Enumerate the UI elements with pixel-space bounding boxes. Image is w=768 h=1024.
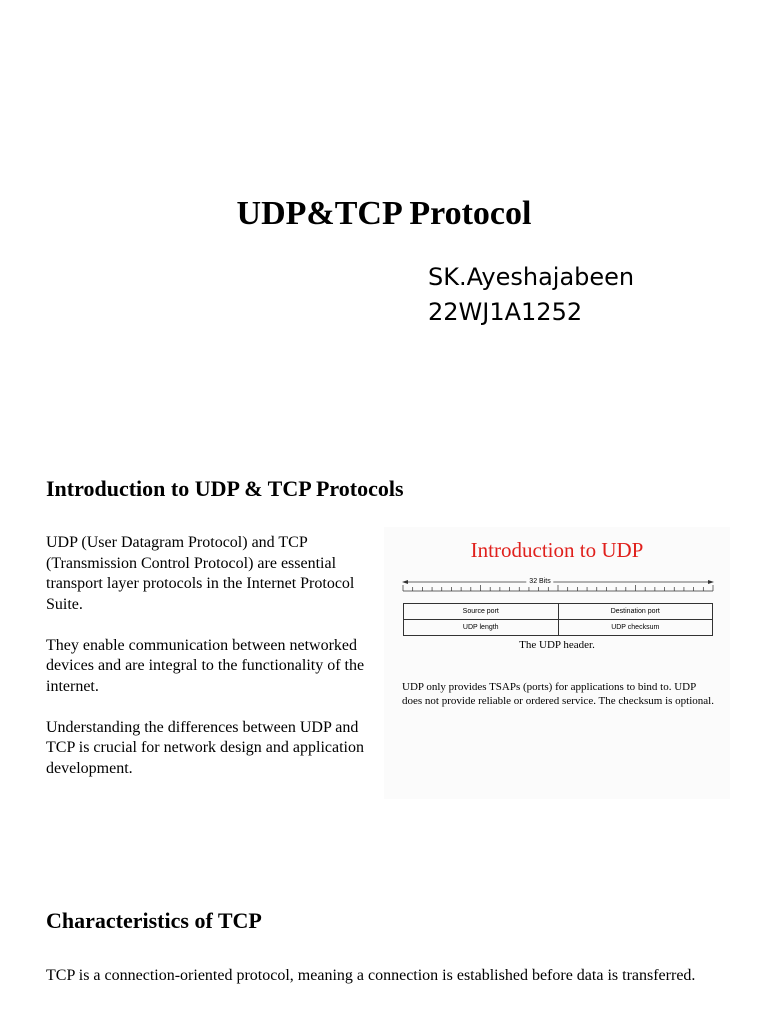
- intro-heading: Introduction to UDP & TCP Protocols: [46, 476, 404, 501]
- page-title: UDP&TCP Protocol: [236, 195, 532, 232]
- tcp-heading: Characteristics of TCP: [46, 908, 262, 933]
- bits-ruler: [402, 575, 714, 599]
- destination-port-cell: Destination port: [558, 604, 713, 620]
- udp-header-caption: The UDP header.: [519, 639, 595, 651]
- bits-label: 32 Bits: [526, 577, 553, 586]
- author-name: SK.Ayeshajabeen: [428, 263, 635, 291]
- tcp-paragraph: TCP is a connection-oriented protocol, meaning a connection is established before data is transferred.: [46, 967, 696, 984]
- author-block: [428, 260, 634, 330]
- udp-length-cell: UDP length: [404, 620, 559, 636]
- udp-checksum-cell: UDP checksum: [558, 620, 713, 636]
- source-port-cell: Source port: [404, 604, 559, 620]
- udp-slide-title: Introduction to UDP: [470, 538, 644, 562]
- udp-description: UDP only provides TSAPs (ports) for applications to bind to. UDP does not provide reliable or ordered service. The checksum is optional.: [402, 681, 714, 707]
- intro-text: [46, 533, 381, 800]
- udp-header-table: [403, 603, 713, 636]
- author-id: 22WJ1A1252: [428, 298, 583, 326]
- intro-paragraph-3: Understanding the differences between UDP and TCP is crucial for network design and application development.: [46, 718, 364, 777]
- udp-header-slide-image: [384, 527, 730, 799]
- intro-paragraph-1: UDP (User Datagram Protocol) and TCP (Transmission Control Protocol) are essential transport layer protocols in the Internet Protocol Suite.: [46, 534, 355, 613]
- intro-paragraph-2: They enable communication between networked devices and are integral to the functionality of the internet.: [46, 636, 365, 695]
